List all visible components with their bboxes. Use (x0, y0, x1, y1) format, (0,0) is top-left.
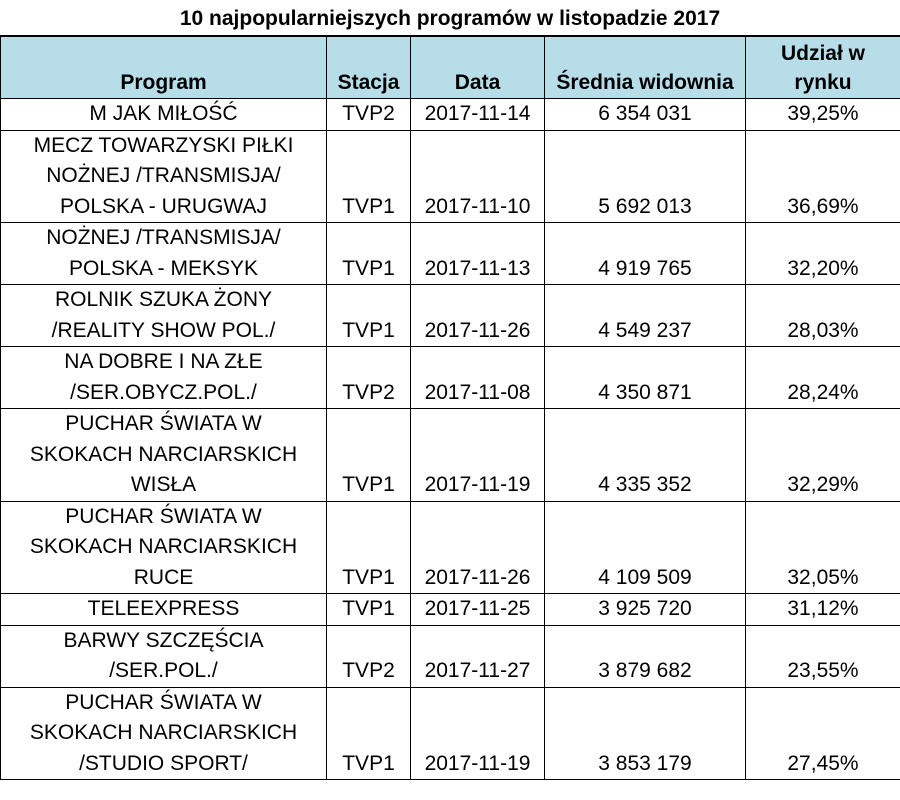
cell-srednia-widownia: 3 925 720 (545, 594, 746, 626)
table-row (1, 99, 900, 131)
cell-srednia-widownia: 6 354 031 (545, 99, 746, 131)
cell-udzial: 39,25% (746, 99, 900, 131)
cell-data: 2017-11-19 (411, 409, 545, 502)
cell-udzial: 28,03% (746, 285, 900, 347)
cell-srednia-widownia: 3 879 682 (545, 625, 746, 687)
cell-program: NA DOBRE I NA ZŁE /SER.OBYCZ.POL./ (1, 347, 327, 409)
cell-data: 2017-11-14 (411, 99, 545, 131)
table-row (1, 687, 900, 780)
table-row (1, 347, 900, 409)
cell-stacja: TVP1 (327, 409, 411, 502)
cell-data: 2017-11-19 (411, 687, 545, 780)
cell-data: 2017-11-10 (411, 130, 545, 223)
cell-stacja: TVP1 (327, 501, 411, 594)
table-row (1, 501, 900, 594)
cell-program: BARWY SZCZĘŚCIA /SER.POL./ (1, 625, 327, 687)
cell-data: 2017-11-13 (411, 223, 545, 285)
cell-stacja: TVP1 (327, 594, 411, 626)
cell-srednia-widownia: 4 335 352 (545, 409, 746, 502)
cell-srednia-widownia: 4 919 765 (545, 223, 746, 285)
cell-udzial: 36,69% (746, 130, 900, 223)
cell-udzial: 27,45% (746, 687, 900, 780)
table-row (1, 223, 900, 285)
cell-udzial: 28,24% (746, 347, 900, 409)
header-srednia-widownia: Średnia widownia (545, 37, 746, 99)
cell-stacja: TVP1 (327, 223, 411, 285)
cell-program: PUCHAR ŚWIATA W SKOKACH NARCIARSKICH /STUDIO SPORT/ (1, 687, 327, 780)
ratings-table (0, 36, 900, 780)
cell-stacja: TVP2 (327, 99, 411, 131)
cell-data: 2017-11-27 (411, 625, 545, 687)
table-row (1, 409, 900, 502)
cell-udzial: 32,20% (746, 223, 900, 285)
table-row (1, 285, 900, 347)
table-row (1, 130, 900, 223)
table-title: 10 najpopularniejszych programów w listopadzie 2017 (0, 0, 900, 37)
cell-udzial: 23,55% (746, 625, 900, 687)
header-row (1, 37, 900, 99)
table-row (1, 594, 900, 626)
cell-udzial: 31,12% (746, 594, 900, 626)
cell-udzial: 32,05% (746, 501, 900, 594)
header-data: Data (411, 37, 545, 99)
cell-stacja: TVP2 (327, 625, 411, 687)
header-stacja: Stacja (327, 37, 411, 99)
cell-data: 2017-11-08 (411, 347, 545, 409)
cell-srednia-widownia: 4 549 237 (545, 285, 746, 347)
cell-data: 2017-11-26 (411, 501, 545, 594)
header-udzial-w-rynku: Udział w rynku (746, 37, 900, 99)
cell-stacja: TVP1 (327, 130, 411, 223)
cell-udzial: 32,29% (746, 409, 900, 502)
cell-srednia-widownia: 4 109 509 (545, 501, 746, 594)
header-program: Program (1, 37, 327, 99)
cell-program: NOŻNEJ /TRANSMISJA/ POLSKA - MEKSYK (1, 223, 327, 285)
cell-srednia-widownia: 5 692 013 (545, 130, 746, 223)
cell-program: PUCHAR ŚWIATA W SKOKACH NARCIARSKICH WISŁA (1, 409, 327, 502)
cell-srednia-widownia: 3 853 179 (545, 687, 746, 780)
cell-program: PUCHAR ŚWIATA W SKOKACH NARCIARSKICH RUCE (1, 501, 327, 594)
cell-data: 2017-11-26 (411, 285, 545, 347)
cell-program: M JAK MIŁOŚĆ (1, 99, 327, 131)
cell-stacja: TVP1 (327, 285, 411, 347)
table-row (1, 625, 900, 687)
cell-stacja: TVP1 (327, 687, 411, 780)
cell-stacja: TVP2 (327, 347, 411, 409)
cell-srednia-widownia: 4 350 871 (545, 347, 746, 409)
cell-program: MECZ TOWARZYSKI PIŁKI NOŻNEJ /TRANSMISJA/ POLSKA - URUGWAJ (1, 130, 327, 223)
cell-data: 2017-11-25 (411, 594, 545, 626)
cell-program: ROLNIK SZUKA ŻONY /REALITY SHOW POL./ (1, 285, 327, 347)
cell-program: TELEEXPRESS (1, 594, 327, 626)
